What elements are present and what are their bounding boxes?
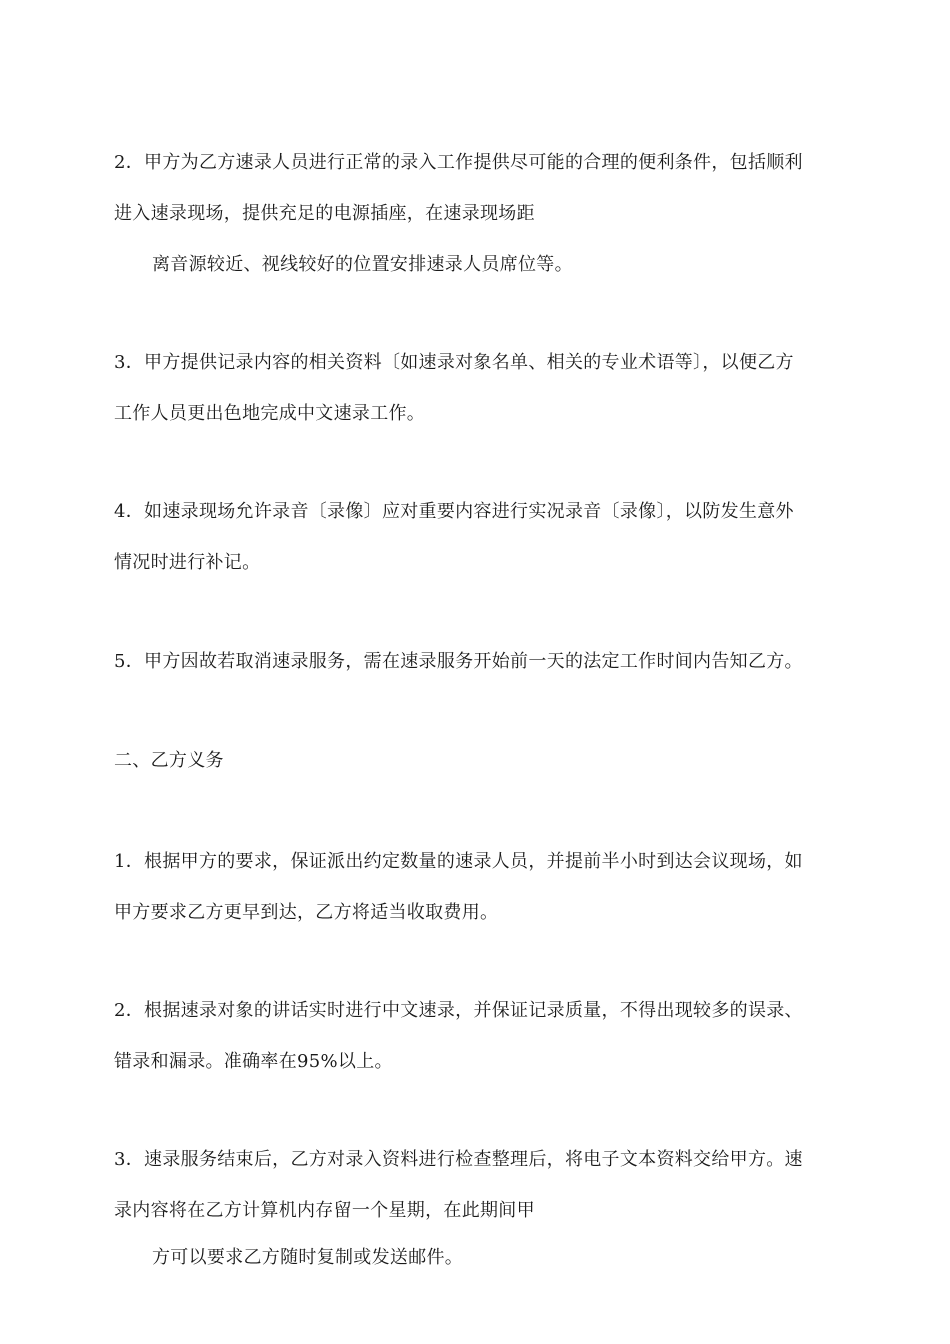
obligation-1-line-1: 1．根据甲方的要求，保证派出约定数量的速录人员，并提前半小时到达会议现场，如: [114, 851, 803, 872]
clause-4-line-1: 4．如速录现场允许录音〔录像〕应对重要内容进行实况录音〔录像〕，以防发生意外: [114, 501, 794, 522]
clause-2-line-3: 离音源较近、视线较好的位置安排速录人员席位等。: [152, 254, 573, 275]
obligation-2-line-2: 错录和漏录。准确率在95%以上。: [114, 1051, 393, 1072]
obligation-1-line-2: 甲方要求乙方更早到达，乙方将适当收取费用。: [114, 902, 499, 923]
obligation-3-line-3: 方可以要求乙方随时复制或发送邮件。: [152, 1247, 464, 1268]
clause-2-line-2: 进入速录现场，提供充足的电源插座，在速录现场距: [114, 203, 535, 224]
clause-3-line-2: 工作人员更出色地完成中文速录工作。: [114, 403, 426, 424]
clause-4-line-2: 情况时进行补记。: [114, 552, 261, 573]
section-heading: 二、乙方义务: [114, 750, 224, 771]
obligation-3-line-1: 3．速录服务结束后，乙方对录入资料进行检查整理后，将电子文本资料交给甲方。速: [114, 1149, 803, 1170]
clause-3-line-1: 3．甲方提供记录内容的相关资料〔如速录对象名单、相关的专业术语等〕，以便乙方: [114, 352, 794, 373]
clause-5-line-1: 5．甲方因故若取消速录服务，需在速录服务开始前一天的法定工作时间内告知乙方。: [114, 651, 803, 672]
obligation-3-line-2: 录内容将在乙方计算机内存留一个星期，在此期间甲: [114, 1200, 535, 1221]
clause-2-line-1: 2．甲方为乙方速录人员进行正常的录入工作提供尽可能的合理的便利条件，包括顺利: [114, 152, 803, 173]
obligation-2-line-1: 2．根据速录对象的讲话实时进行中文速录，并保证记录质量，不得出现较多的误录、: [114, 1000, 803, 1021]
